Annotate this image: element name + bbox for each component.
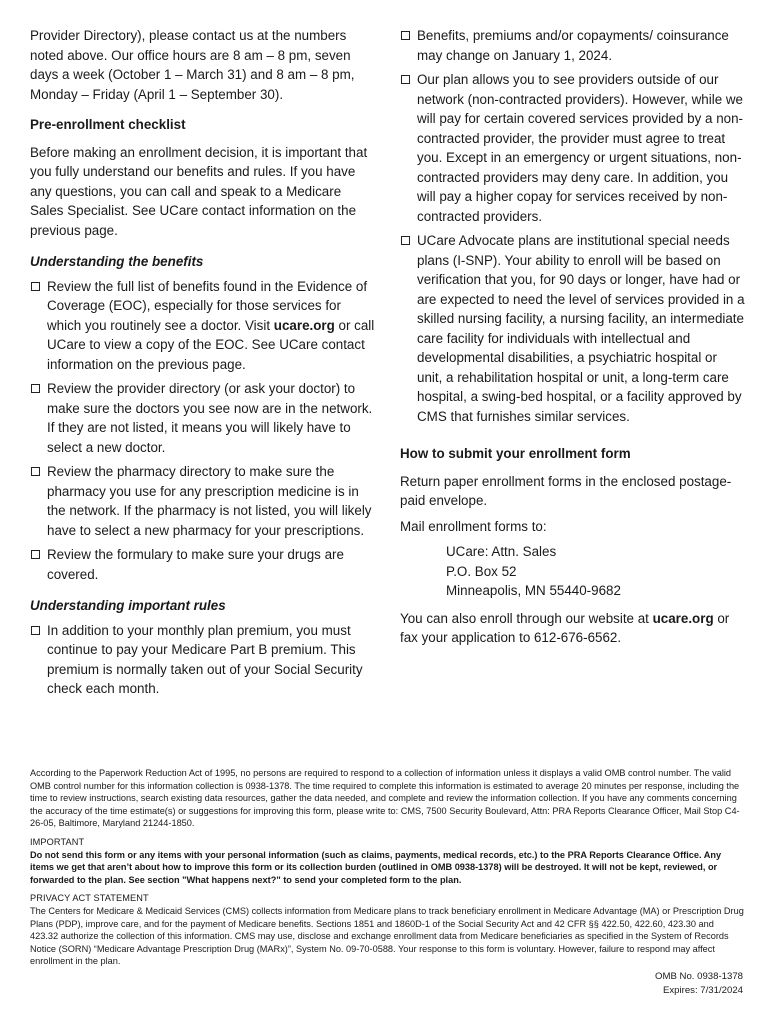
intro-paragraph: Provider Directory), please contact us at the numbers noted above. Our office hours are 8 am – 8 pm, seven days a week (October 1 – March 31) and 8 am – 8 pm, Monday – Friday (April 1 – September 30). (30, 28, 355, 102)
checkbox-icon[interactable] (31, 282, 40, 291)
check-item-text: Review the formulary to make sure your drugs are covered. (47, 547, 344, 582)
rules-check-item (400, 231, 745, 426)
checkbox-icon[interactable] (401, 236, 410, 245)
benefits-heading: Understanding the benefits (30, 254, 204, 269)
important-label: IMPORTANT (30, 836, 85, 847)
paperwork-statement: According to the Paperwork Reduction Act of 1995, no persons are required to respond to a collection of information unless it displays a valid OMB control number. The valid OMB control number for this information collection is 0938-1378. The time required to complete this information is estimated to average 20 minutes per response, including the time to review instructions, search existing data resources, gather the data needed, and complete and review the information collection. If you have any comments concerning the accuracy of the time estimate(s) or suggestions for improving this form, please write to: CMS, 7500 Security Boulevard, Attn: PRA Reports Clearance Officer, Mail Stop C4-26-05, Baltimore, Maryland 21244-1850. (30, 768, 740, 829)
check-item-text: Review the provider directory (or ask your doctor) to make sure the doctors you see now are in the network. If they are not listed, it means you will likely have to select a new doctor. (47, 381, 373, 455)
mail-paragraph: Mail enrollment forms to: (400, 518, 547, 534)
ucare-link[interactable]: ucare.org (273, 317, 335, 333)
fine-print (30, 767, 744, 971)
expiration-date: Expires: 7/31/2024 (662, 985, 743, 996)
rules-check-item (400, 70, 745, 226)
checkbox-icon[interactable] (31, 550, 40, 559)
check-item-text: UCare Advocate plans are institutional special needs plans (I-SNP). Your ability to enroll will be based on verification that you, for 90 days or longer, have had or are expected to need the level of services provided in a skilled nursing facility, a nursing facility, an intermediate care facility for individuals with intellectual and developmental disabilities, a psychiatric hospital or unit, a rehabilitation hospital or unit, a long-term care hospital, a swing-bed hospital, or a facility approved by CMS that furnishes similar services. (417, 233, 745, 424)
submit-paragraph: Return paper enrollment forms in the enclosed postage-paid envelope. (400, 473, 732, 508)
mailing-address (400, 542, 745, 601)
omb-footer (655, 970, 743, 998)
right-column (400, 26, 745, 648)
benefits-check-item (30, 379, 375, 457)
benefits-check-item (30, 277, 375, 375)
check-item-text: Benefits, premiums and/or copayments/ coinsurance may change on January 1, 2024. (417, 28, 729, 63)
checkbox-icon[interactable] (31, 384, 40, 393)
rules-check-item (30, 621, 375, 699)
ucare-link[interactable]: ucare.org (652, 610, 714, 626)
address-line: P.O. Box 52 (446, 563, 517, 579)
checkbox-icon[interactable] (401, 75, 410, 84)
online-paragraph: You can also enroll through our website at ucare.org or fax your application to 612-676-6562. (400, 610, 730, 645)
check-item-text: Review the full list of benefits found in the Evidence of Coverage (EOC), especially for those services for which you routinely see a doctor. Visit ucare.org or call UCare to view a copy of the EOC. See UCare contact information on the previous page. (47, 278, 375, 372)
rules-heading: Understanding important rules (30, 598, 226, 613)
submit-heading: How to submit your enrollment form (400, 446, 631, 461)
checklist-heading: Pre-enrollment checklist (30, 117, 186, 132)
checkbox-icon[interactable] (31, 467, 40, 476)
checkbox-icon[interactable] (31, 626, 40, 635)
rules-check-item (400, 26, 745, 65)
address-line: Minneapolis, MN 55440-9682 (446, 583, 621, 598)
checklist-intro: Before making an enrollment decision, it is important that you fully understand our benefits and rules. If you have any questions, you can call and speak to a Medicare Sales Specialist. See UCare contact information on the previous page. (30, 144, 368, 238)
omb-number: OMB No. 0938-1378 (655, 971, 743, 982)
check-item-text: Review the pharmacy directory to make sure the pharmacy you use for any prescription medicine is in the network. If the pharmacy is not listed, you will likely have to select a new pharmacy for your prescriptions. (47, 464, 372, 538)
left-column (30, 26, 375, 704)
benefits-check-item (30, 545, 375, 584)
address-line: UCare: Attn. Sales (446, 544, 557, 559)
privacy-label: PRIVACY ACT STATEMENT (30, 893, 149, 904)
important-text: Do not send this form or any items with your personal information (such as claims, payments, medical records, etc.) to the PRA Reports Clearance Office. Any items we get that aren’t about how to improve this form or its collection burden (outlined in OMB 0938-1378) will be destroyed. It will not be kept, reviewed, or forwarded to the plan. See section "What happens next?" to send your completed form to the plan. (30, 849, 722, 885)
check-item-text: In addition to your monthly plan premium, you must continue to pay your Medicare Part B premium. This premium is normally taken out of your Social Security check each month. (47, 622, 363, 696)
checkbox-icon[interactable] (401, 31, 410, 40)
privacy-text: The Centers for Medicare & Medicaid Services (CMS) collects information from Medicare plans to track beneficiary enrollment in Medicare Advantage (MA) or Prescription Drug Plans (PDP), improve care, and for the payment of Medicare benefits. Sections 1851 and 1860D-1 of the Social Security Act and 42 CFR §§ 422.50, 422.60, 423.30 and 423.32 authorize the collection of this information. CMS may use, disclose and exchange enrollment data from Medicare beneficiaries as specified in the System of Records Notice (SORN) “Medicare Advantage Prescription Drug (MARx)”, System No. 09-70-0588. Your response to this form is voluntary. However, failure to respond may affect enrollment in the plan. (30, 905, 744, 967)
benefits-check-item (30, 462, 375, 540)
check-item-text: Our plan allows you to see providers outside of our network (non-contracted providers). However, while we will pay for certain covered services provided by a non-contracted provider, the provider must agree to treat you. Except in an emergency or urgent situations, non-contracted providers may deny care. In addition, you will pay a higher copay for services received by non-contracted providers. (417, 72, 743, 224)
